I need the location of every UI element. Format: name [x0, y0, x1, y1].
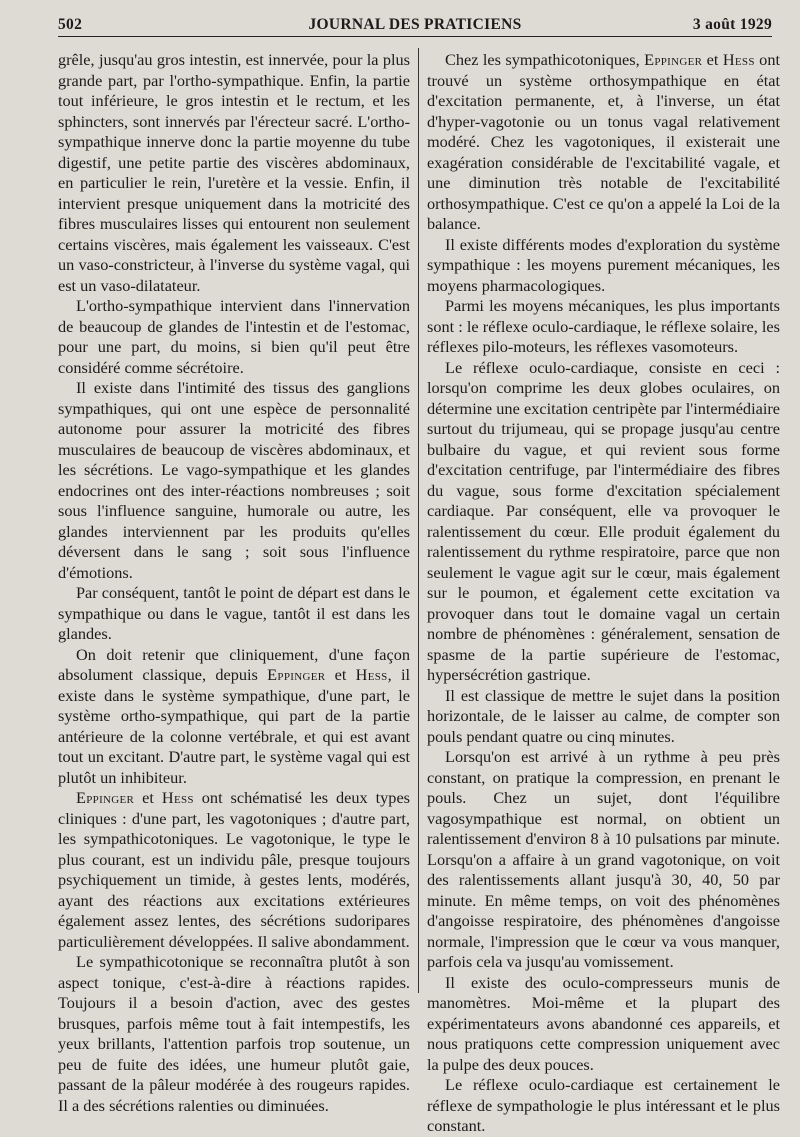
- paragraph: Il existe des oculo-compresseurs munis de manomètres. Moi-même et la plupart des expérimentateurs avons abandonné ces appareils, et nous pratiquons cette compression uniquement avec la pulpe des deux pouces.: [427, 972, 780, 1074]
- right-column: [427, 50, 780, 1137]
- journal-title: JOURNAL DES PRATICIENS: [308, 16, 522, 33]
- paragraph: [427, 50, 780, 235]
- page-number: 502: [58, 16, 83, 33]
- issue-date: 3 août 1929: [692, 16, 772, 33]
- paragraph: grêle, jusqu'au gros intestin, est innervée, pour la plus grande part, par l'ortho-sympathique. Enfin, la partie tout inférieure, le gros intestin et le rectum, et les sphincters, sont innervés par l'érecteur sacré. L'ortho-sympathique innerve donc la partie moyenne du tube digestif, une petite partie des viscères abdominaux, en particulier le rein, l'uretère et la vessie. Enfin, il intervient presque uniquement dans la motricité des fibres musculaires lisses qui entourent non seulement certains viscères, mais également les vaisseaux. C'est un vaso-constricteur, à l'inverse du système vagal, qui est un vaso-dilatateur.: [58, 50, 410, 295]
- paragraph: Lorsqu'on est arrivé à un rythme à peu près constant, on pratique la compression, en prenant le pouls. Chez un sujet, dont l'équilibre vagosympathique est normal, on obtient un ralentissement d'environ 8 à 10 pulsations par minute. Lorsqu'on a affaire à un grand vagotonique, on voit des ralentissements allant jusqu'à 30, 40, 50 par minute. En même temps, on voit des phénomènes d'angoisse respiratoire, des phénomènes d'angoisse normale, l'impression que le cœur va vous manquer, parfois cela va jusqu'au vomissement.: [427, 747, 780, 971]
- paragraph: L'ortho-sympathique intervient dans l'innervation de beaucoup de glandes de l'intestin et de l'estomac, pour une part, du moins, si bien qu'il peut être considéré comme sécrétoire.: [58, 296, 410, 377]
- text-run: ont trouvé un système orthosympathique en état d'excitation permanente, et, à l'inverse, un état d'hyper-vagotonie ou un tonus vagal relativement modéré. Chez les vagotoniques, il existerait une exagération considérable de l'excitabilité vagale, et une diminution très notable de l'excitabilité orthosympathique. C'est ce qu'on a appelé la Loi de la balance.: [427, 50, 780, 233]
- column-divider: [418, 48, 419, 993]
- paragraph: Parmi les moyens mécaniques, les plus importants sont : le réflexe oculo-cardiaque, le réflexe solaire, les réflexes pilo-moteurs, les réflexes vasomoteurs.: [427, 296, 780, 356]
- text-run: et: [702, 50, 723, 69]
- paragraph: Le sympathicotonique se reconnaîtra plutôt à son aspect tonique, c'est-à-dire à réactions rapides. Toujours il a besoin d'action, avec des gestes brusques, parfois même tout à fait intempestifs, les yeux brillants, l'attention parfois trop soutenue, un peu de fuite des idées, une humeur plutôt gaie, passant de la pâleur modérée à des rougeurs rapides. Il a des sécrétions ralenties ou diminuées.: [58, 952, 410, 1115]
- author-name: Eppinger: [267, 665, 326, 684]
- paragraph: [58, 788, 410, 952]
- paragraph: Il existe différents modes d'exploration du système sympathique : les moyens purement mécaniques, les moyens pharmacologiques.: [427, 234, 780, 295]
- text-run: , il existe dans le système sympathique, d'une part, le système ortho-sympathique, qui part de la partie antérieure de la colonne vertébrale, et qui est avant tout un excitant. D'autre part, le système vagal qui est plutôt un inhibiteur.: [58, 665, 410, 787]
- text-run: ont schématisé les deux types cliniques : d'une part, les vagotoniques ; d'autre part, les sympathicotoniques. Le vagotonique, le type le plus courant, est un individu pâle, presque toujours psychiquement un timide, à gestes lents, modérés, ayant des réactions aux excitations extérieures également assez lentes, des sécrétions sudoripares particulièrement développées. Il salive abondamment.: [58, 788, 411, 951]
- paragraph: Le réflexe oculo-cardiaque, consiste en ceci : lorsqu'on comprime les deux globes oculaires, on détermine une excitation centripète par l'intermédiaire surtout du trijumeau, qui se propage jusqu'au centre bulbaire du vague, et qui revient sous forme d'excitation centrifuge, par l'intermédiaire des fibres du vague, sous forme d'excitation spécialement cardiaque. Par conséquent, elle va provoquer le ralentissement du cœur. Elle produit également du ralentissement du rythme respiratoire, parce que non seulement le vague agit sur le cœur, mais également sur le poumon, et également cette excitation va provoquer dans tout le domaine vagal un certain nombre de phénomènes : généralement, sensation de spasme de la partie supérieure de l'estomac, hypersécrétion gastrique.: [427, 357, 780, 684]
- text-run: On doit retenir que cliniquement, d'une façon absolument classique, depuis: [58, 644, 410, 684]
- paragraph: Le réflexe oculo-cardiaque est certainement le réflexe de sympathologie le plus intéressant et le plus constant.: [427, 1075, 780, 1135]
- author-name: Eppinger: [76, 788, 135, 807]
- paragraph: Il est classique de mettre le sujet dans la position horizontale, de le laisser au calme, de compter son pouls pendant quatre ou cinq minutes.: [427, 685, 780, 746]
- text-run: et: [134, 788, 162, 807]
- paragraph: Par conséquent, tantôt le point de départ est dans le sympathique ou dans le vague, tantôt il est dans les glandes.: [58, 583, 410, 643]
- running-header: [58, 14, 772, 37]
- author-name: Hess: [355, 665, 388, 684]
- author-name: Hess: [161, 788, 194, 807]
- text-run: et: [325, 665, 356, 684]
- text-run: Chez les sympathicotoniques,: [445, 50, 645, 69]
- left-column: [58, 50, 410, 1116]
- author-name: Eppinger: [644, 50, 703, 69]
- author-name: Hess: [722, 50, 755, 69]
- paragraph: Il existe dans l'intimité des tissus des ganglions sympathiques, qui ont une espèce de personnalité autonome pour assurer la motricité des fibres musculaires de beaucoup de viscères abdominaux, et les sécrétions. Le vago-sympathique et les glandes endocrines ont des inter-réactions nombreuses ; soit sous l'influence sanguine, humorale ou autre, les glandes interviennent par les produits qu'elles déversent dans le sang ; soit sous l'influence d'émotions.: [58, 378, 410, 582]
- paragraph: [58, 645, 410, 789]
